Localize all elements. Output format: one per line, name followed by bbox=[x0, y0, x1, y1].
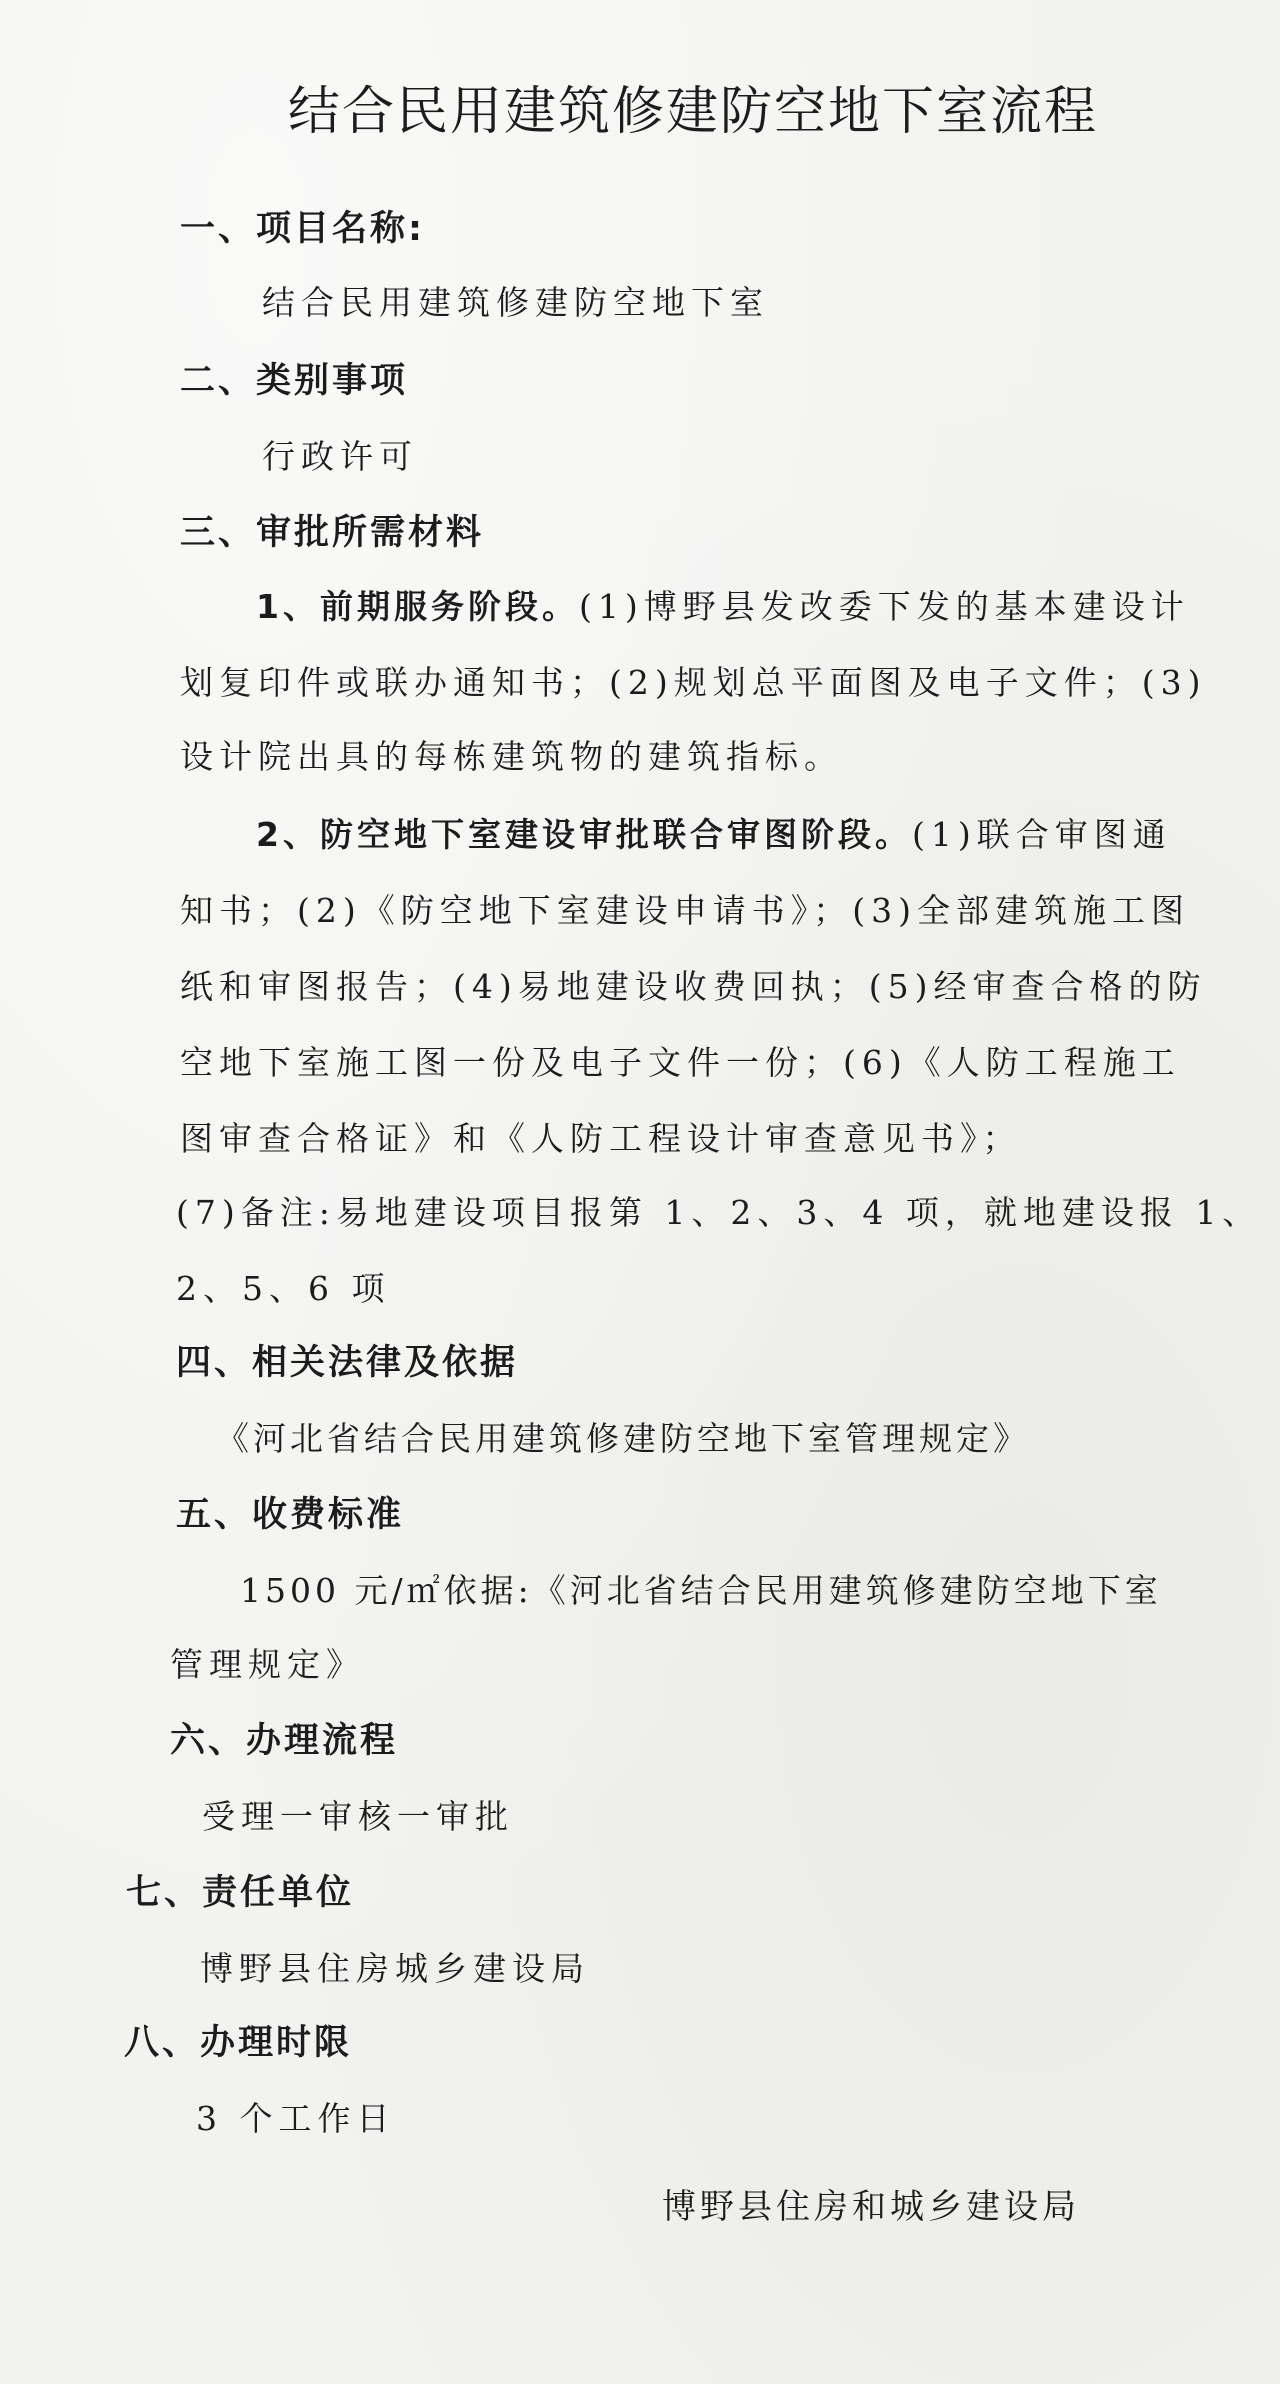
section-3-item-2-line-1 bbox=[256, 815, 1172, 854]
issuer-signature: 博野县住房和城乡建设局 bbox=[662, 2187, 1080, 2227]
section-6-content: 受理一审核一审批 bbox=[202, 1797, 514, 1836]
section-8-content: 3 个工作日 bbox=[196, 2099, 396, 2138]
section-4-content: 《河北省结合民用建筑修建防空地下室管理规定》 bbox=[216, 1419, 1030, 1458]
section-3-item-2-line-7: 2、5、6 项 bbox=[176, 1269, 391, 1308]
section-4-heading: 四、相关法律及依据 bbox=[176, 1343, 519, 1383]
section-3-item-2-text-1: (1)联合审图通 bbox=[911, 815, 1172, 854]
section-7-content: 博野县住房城乡建设局 bbox=[200, 1949, 590, 1988]
section-3-item-2-line-3: 纸和审图报告；(4)易地建设收费回执；(5)经审查合格的防 bbox=[180, 967, 1207, 1006]
section-3-item-2-lead: 2、防空地下室建设审批联合审图阶段。 bbox=[256, 815, 912, 854]
section-3-item-2-line-5: 图审查合格证》和《人防工程设计审查意见书》； bbox=[180, 1119, 1022, 1158]
section-5-line-2: 管理规定》 bbox=[170, 1645, 365, 1684]
section-8-heading: 八、办理时限 bbox=[124, 2023, 353, 2063]
section-3-item-1-line-2: 划复印件或联办通知书；(2)规划总平面图及电子文件；(3) bbox=[180, 663, 1207, 702]
section-1-content: 结合民用建筑修建防空地下室 bbox=[262, 283, 769, 322]
section-1-heading: 一、项目名称: bbox=[180, 209, 425, 249]
section-3-item-1-text-1: (1)博野县发改委下发的基本建设计 bbox=[578, 587, 1190, 626]
section-3-item-1-lead: 1、前期服务阶段。 bbox=[256, 587, 579, 626]
document-title: 结合民用建筑修建防空地下室流程 bbox=[288, 82, 1099, 142]
section-5-line-1: 1500 元/㎡依据:《河北省结合民用建筑修建防空地下室 bbox=[240, 1571, 1162, 1610]
section-3-item-1-line-3: 设计院出具的每栋建筑物的建筑指标。 bbox=[180, 737, 843, 776]
section-2-content: 行政许可 bbox=[262, 437, 418, 476]
section-3-item-1-line-1 bbox=[256, 587, 1190, 626]
section-5-heading: 五、收费标准 bbox=[176, 1495, 405, 1535]
section-3-item-2-line-6: (7)备注:易地建设项目报第 1、2、3、4 项，就地建设报 1、 bbox=[176, 1193, 1262, 1232]
section-3-heading: 三、审批所需材料 bbox=[180, 513, 485, 553]
section-7-heading: 七、责任单位 bbox=[126, 1873, 355, 1913]
section-3-item-2-line-2: 知书；(2)《防空地下室建设申请书》；(3)全部建筑施工图 bbox=[180, 891, 1190, 930]
section-3-item-2-line-4: 空地下室施工图一份及电子文件一份；(6)《人防工程施工 bbox=[180, 1043, 1181, 1082]
section-6-heading: 六、办理流程 bbox=[170, 1721, 399, 1761]
section-2-heading: 二、类别事项 bbox=[180, 361, 409, 401]
